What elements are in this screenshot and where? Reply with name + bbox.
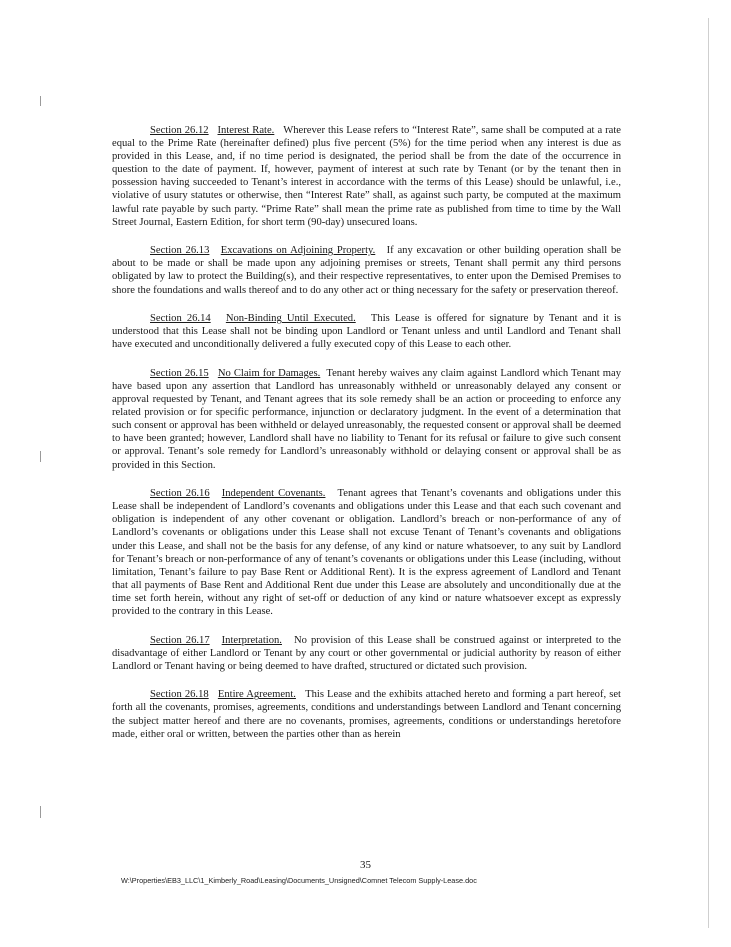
section-heading: Independent Covenants. xyxy=(221,488,326,500)
section-text: Wherever this Lease refers to “Interest Rate”, same shall be computed at a rate equal to the Prime Rate (hereinafter defined) plus five percent (5%) for the time period when any interest is due as provided in this Lease, and, if no time period is designated, the period shall be from the date of the occurrence in question to the date of payment. If, however, payment of interest at such rate by Tenant (or by the tenant then in possession having succeeded to Tenant’s interest in accordance with the terms of this Lease) should be unlawful, i.e., violative of usury statutes or otherwise, then “Interest Rate” shall, as against such party, be computed at the maximum lawful rate payable by such party. “Prime Rate” shall mean the prime rate as published from time to time by the Wall Street Journal, Eastern Edition, for short term (90-day) unsecured loans. xyxy=(112,125,622,228)
page-number: 35 xyxy=(360,859,371,871)
section-heading: Excavations on Adjoining Property. xyxy=(220,245,376,257)
scan-mark xyxy=(40,451,41,462)
section-26-18 xyxy=(112,688,621,740)
scan-mark xyxy=(40,806,41,818)
section-heading: No Claim for Damages. xyxy=(217,367,321,379)
section-ref: Section 26.16 xyxy=(150,488,210,500)
section-ref: Section 26.14 xyxy=(150,313,211,325)
section-heading: Interest Rate. xyxy=(217,125,275,136)
section-text: Tenant agrees that Tenant’s covenants and obligations under this Lease shall be independent of Landlord’s covenants and obligations under this Lease and that each such covenant and obligation is independent of any other covenant or obligation. Landlord’s breach or non-performance of any of Landlord’s covenants or obligations under this Lease shall not excuse Tenant of Tenant’s covenants and obligations under this Lease, and shall not be the basis for any defense, of any kind or nature whatsoever, to any suit by Landlord for Tenant’s breach or non-performance of any of tenant’s covenants or obligations under this Lease (including, without limitation, Tenant’s failure to pay Base Rent or Additional Rent). It is the express agreement of Landlord and Tenant that all payments of Base Rent and Additional Rent due under this Lease are absolutely and unconditionally due at the time set forth herein, without any right of set-off or deduction of any kind or nature whatsoever except as expressly provided to the contrary in this Lease. xyxy=(112,488,621,617)
section-text: This Lease is offered for signature by Tenant and it is understood that this Lease shall not be binding upon Landlord or Tenant unless and until Landlord and Tenant shall have executed and unconditionally delivered a fully executed copy of this Lease to each other. xyxy=(112,313,622,351)
document-file-path: W:\Properties\EB3_LLC\1_Kimberly_Road\Leasing\Documents_Unsigned\Comnet Telecom Supply-Lease.doc xyxy=(121,876,477,885)
section-text: If any excavation or other building operation shall be about to be made or shall be made upon any adjoining premises or streets, Tenant shall permit any third persons obligated by law to protect the Building(s), and their respective representatives, to enter upon the Demised Premises to shore the foundations and walls thereof and to do any other act or thing necessary for the safety or preservation thereof. xyxy=(112,245,622,296)
section-ref: Section 26.15 xyxy=(150,367,209,379)
section-26-17 xyxy=(112,634,621,673)
section-26-14 xyxy=(112,312,621,351)
section-26-15 xyxy=(112,367,621,472)
section-text: No provision of this Lease shall be construed against or interpreted to the disadvantage of either Landlord or Tenant by any court or other governmental or judicial authority by reason of either Landlord or Tenant having or being deemed to have drafted, structured or dictated such provision. xyxy=(112,634,621,672)
section-heading: Non-Binding Until Executed. xyxy=(225,313,356,325)
section-ref: Section 26.12 xyxy=(150,125,209,136)
section-26-12 xyxy=(112,124,621,229)
section-ref: Section 26.13 xyxy=(150,245,210,257)
section-text: This Lease and the exhibits attached hereto and forming a part hereof, set forth all the covenants, promises, agreements, conditions and understandings between Landlord and Tenant concerning the subject matter hereof and there are no covenants, promises, agreements, conditions or understandings heretofore made, either oral or written, between the parties other than as herein xyxy=(112,689,621,740)
lease-body xyxy=(112,124,621,756)
section-26-13 xyxy=(112,244,621,296)
section-heading: Interpretation. xyxy=(221,634,282,646)
section-ref: Section 26.17 xyxy=(150,634,210,646)
section-text: Tenant hereby waives any claim against Landlord which Tenant may have based upon any assertion that Landlord has unreasonably withheld or unreasonably delayed any consent or approval requested by Tenant, and Tenant agrees that its sole remedy shall be an action or proceeding to enforce any related provision or for specific performance, injunction or declaratory judgment. In the event of a determination that such consent or approval has been withheld or delayed unreasonably, the requested consent or approval shall be deemed to have been granted; however, Landlord shall have no liability to Tenant for its refusal or failure to give such consent or approval. Tenant’s sole remedy for Landlord’s unreasonably withhold or delaying consent or approval shall be as provided in this Section. xyxy=(112,367,621,471)
section-26-16 xyxy=(112,487,621,618)
scan-mark xyxy=(40,96,41,106)
section-ref: Section 26.18 xyxy=(150,689,209,701)
section-heading: Entire Agreement. xyxy=(217,689,296,701)
page-edge-line xyxy=(708,18,709,928)
